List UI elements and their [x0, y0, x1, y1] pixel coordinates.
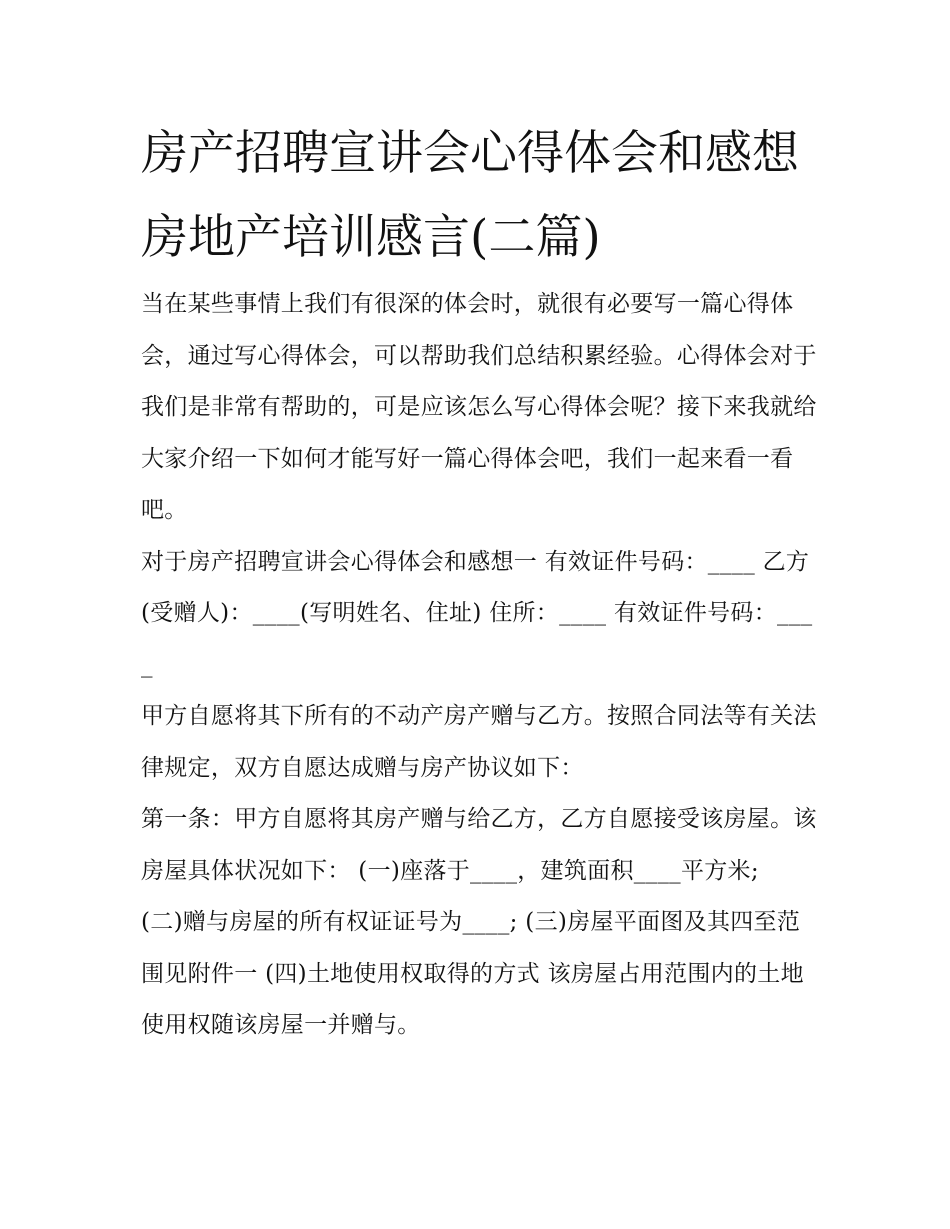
paragraph-property-details: (二)赠与房屋的所有权证证号为____; (三)房屋平面图及其四至范围见附件一 (四)土地使用权取得的方式 该房屋占用范围内的土地使用权随该房屋一并赠与。	[141, 909, 804, 1038]
document-body	[141, 279, 821, 1052]
document-title: 房产招聘宣讲会心得体会和感想 房地产培训感言(二篇)	[141, 126, 799, 265]
paragraph-intro: 当在某些事情上我们有很深的体会时，就很有必要写一篇心得体会，通过写心得体会，可以帮助我们总结积累经验。心得体会对于我们是非常有帮助的，可是应该怎么写心得体会呢？接下来我就给大家介绍一下如何才能写好一篇心得体会吧，我们一起来看一看吧。	[141, 291, 817, 523]
paragraph-agreement: 甲方自愿将其下所有的不动产房产赠与乙方。按照合同法等有关法律规定，双方自愿达成赠与房产协议如下：	[141, 703, 817, 781]
paragraph-parties: 对于房产招聘宣讲会心得体会和感想一 有效证件号码：____ 乙方(受赠人)：____(写明姓名、住址) 住所：____ 有效证件号码：____	[141, 548, 813, 678]
paragraph-article-one: 第一条：甲方自愿将其房产赠与给乙方，乙方自愿接受该房屋。该房屋具体状况如下： (一)座落于____，建筑面积____平方米;	[141, 806, 817, 884]
